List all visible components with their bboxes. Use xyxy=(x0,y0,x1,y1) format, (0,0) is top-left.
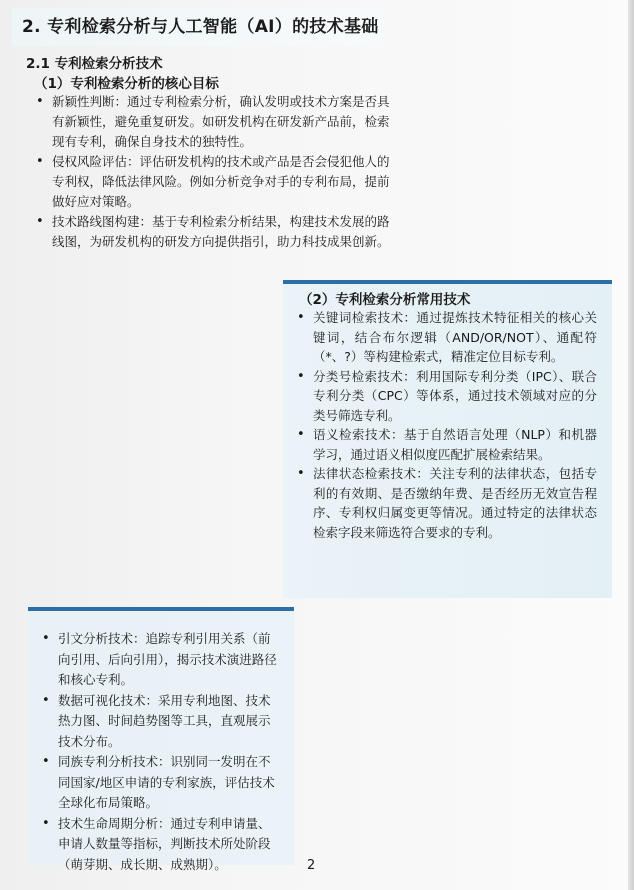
part3-list xyxy=(42,629,278,875)
section-title: 2. 专利检索分析与人工智能（AI）的技术基础 xyxy=(12,8,384,46)
part2-box xyxy=(283,280,612,598)
part2-title: （2）专利检索分析常用技术 xyxy=(299,292,471,308)
list-item: • 数据可视化技术：采用专利地图、技术热力图、时间趋势图等工具，直观展示技术分布。 xyxy=(42,691,278,753)
list-item: • 法律状态检索技术：关注专利的法律状态，包括专利的有效期、是否缴纳年费、是否经历无效宣告程序、专利权归属变更等情况。通过特定的法律状态检索字段来筛选符合要求的专利。 xyxy=(297,464,597,542)
page-edge xyxy=(628,0,634,890)
page-number: 2 xyxy=(307,858,316,873)
list-item: • 技术生命周期分析：通过专利申请量、申请人数量等指标，判断技术所处阶段（萌芽期、成长期、成熟期）。 xyxy=(42,814,278,876)
part2-list xyxy=(297,308,597,542)
list-item: • 同族专利分析技术：识别同一发明在不同国家/地区申请的专利家族，评估技术全球化布局策略。 xyxy=(42,752,278,814)
part1-title: （1）专利检索分析的核心目标 xyxy=(34,76,219,92)
list-item: • 语义检索技术：基于自然语言处理（NLP）和机器学习，通过语义相似度匹配扩展检索结果。 xyxy=(297,425,597,464)
subsection-title: 2.1 专利检索分析技术 xyxy=(26,56,163,72)
list-item: • 新颖性判断：通过专利检索分析，确认发明或技术方案是否具有新颖性，避免重复研发。如研发机构在研发新产品前，检索现有专利，确保自身技术的独特性。 xyxy=(34,92,394,152)
list-item: • 分类号检索技术：利用国际专利分类（IPC）、联合专利分类（CPC）等体系，通过技术领域对应的分类号筛选专利。 xyxy=(297,367,597,426)
list-item: • 关键词检索技术：通过提炼技术特征相关的核心关键词，结合布尔逻辑（AND/OR/NOT）、通配符（*、?）等构建检索式，精准定位目标专利。 xyxy=(297,308,597,367)
part1-list xyxy=(34,92,394,252)
list-item: • 引文分析技术：追踪专利引用关系（前向引用、后向引用），揭示技术演进路径和核心专利。 xyxy=(42,629,278,691)
list-item: • 技术路线图构建：基于专利检索分析结果，构建技术发展的路线图，为研发机构的研发方向提供指引，助力科技成果创新。 xyxy=(34,212,394,252)
part3-box xyxy=(28,607,294,872)
list-item: • 侵权风险评估：评估研发机构的技术或产品是否会侵犯他人的专利权，降低法律风险。例如分析竞争对手的专利布局，提前做好应对策略。 xyxy=(34,152,394,212)
